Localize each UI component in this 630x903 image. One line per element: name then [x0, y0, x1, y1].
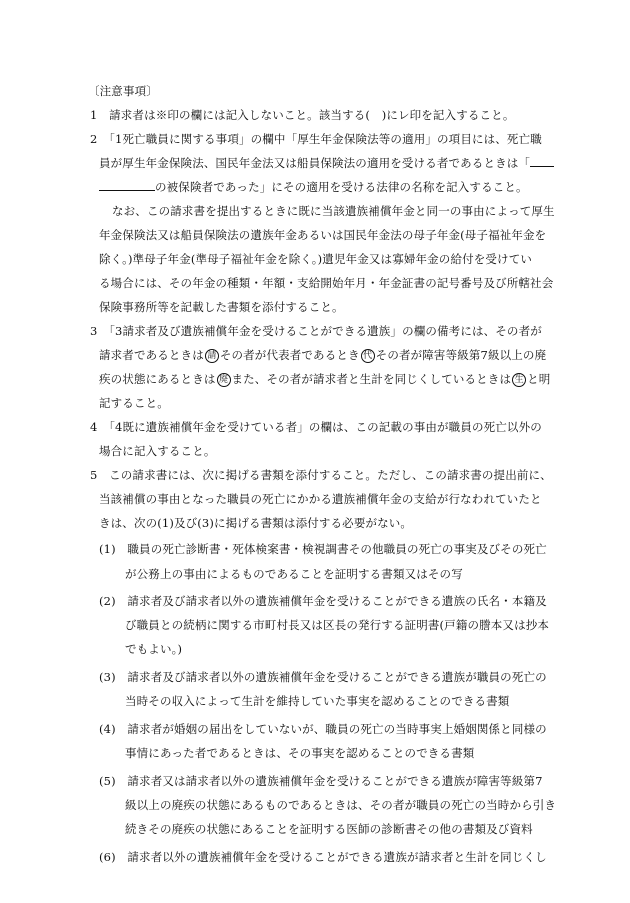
item-4-line-1: (4) 請求者が婚姻の届出をしていないが、職員の死亡の当時事実上婚姻関係と同様の — [99, 722, 547, 736]
note-4-line-1: 4 「4既に遺族補償年金を受けている者」の欄は、この記載の事由が職員の死亡以外の — [90, 420, 542, 434]
note-2-line-6: 除く。)準母子年金(準母子福祉年金を除く。)遺児年金又は寡婦年金の給付を受けてい — [99, 252, 532, 266]
item-5-line-3: 続きその廃疾の状態にあることを証明する医師の診断書その他の書類及び資料 — [125, 822, 533, 836]
note-4-line-2: 場合に記入すること。 — [99, 444, 216, 458]
notes-heading: 〔注意事項〕 — [88, 84, 158, 98]
item-5-line-1: (5) 請求者又は請求者以外の遺族補償年金を受けることができる遺族が障害等級第7 — [99, 774, 543, 788]
circled-representative-mark: 代 — [361, 349, 375, 363]
note-5-line-3: きは、次の(1)及び(3)に掲げる書類は添付する必要がない。 — [99, 516, 413, 530]
note-1: 1 請求者は※印の欄には記入しないこと。該当する( )にレ印を記入すること。 — [90, 108, 515, 122]
note-3-text-b: その者が代表者であるとき — [219, 348, 360, 362]
item-1-line-2: が公務上の事由によるものであることを証明する書類又はその写 — [125, 567, 463, 581]
item-5-line-2: 級以上の廃疾の状態にあるものであるときは、その者が職員の死亡の当時から引き — [125, 798, 557, 812]
note-5-line-2: 当該補償の事由となった職員の死亡にかかる遺族補償年金の支給が行なわれていたと — [99, 492, 542, 506]
note-2-line-8: 保険事務所等を記載した書類を添付すること。 — [99, 300, 344, 314]
law-name-blank-1 — [530, 155, 554, 167]
item-4-line-2: 事情にあった者であるときは、その事実を認めることのできる書類 — [125, 746, 475, 760]
law-name-blank-2 — [99, 179, 155, 191]
note-2-line-7: る場合には、その年金の種類・年額・支給開始年月・年金証書の記号番号及び所轄社会 — [99, 276, 554, 290]
note-3-line-3 — [99, 371, 550, 387]
note-3-line-4: 記すること。 — [99, 396, 169, 410]
note-3-text-a: 請求者であるときは — [99, 348, 204, 362]
item-3-line-2: 当時その収入によって生計を維持していた事実を認めることのできる書類 — [125, 694, 510, 708]
note-2-line-4: なお、この請求書を提出するときに既に当該遺族補償年金と同一の事由によって厚生 — [112, 204, 555, 218]
note-2-line-3-text: の被保険者であった」にその適用を受ける法律の名称を記入すること。 — [155, 180, 528, 194]
note-3-text-f: と明 — [527, 372, 551, 386]
note-5-line-1: 5 この請求書には、次に掲げる書類を添付すること。ただし、この請求書の提出前に、 — [90, 468, 552, 482]
item-6-line-1: (6) 請求者以外の遺族補償年金を受けることができる遺族が請求者と生計を同じくし — [99, 850, 547, 864]
note-2-line-3 — [99, 179, 528, 195]
note-2-line-2-text: 員が厚生年金保険法、国民年金法又は船員保険法の適用を受ける者であるときは「 — [99, 156, 531, 170]
circled-claimant-mark: 請 — [205, 349, 219, 363]
circled-livelihood-mark: 生 — [512, 373, 526, 387]
item-3-line-1: (3) 請求者及び請求者以外の遺族補償年金を受けることができる遺族が職員の死亡の — [99, 670, 547, 684]
note-3-text-c: その者が障害等級第7級以上の廃 — [375, 348, 547, 362]
note-3-text-e: また、その者が請求者と生計を同じくしているときは — [231, 372, 512, 386]
item-2-line-2: び職員との続柄に関する市町村長又は区長の発行する証明書(戸籍の謄本又は抄本 — [125, 618, 550, 632]
item-1-line-1: (1) 職員の死亡診断書・死体検案書・検視調書その他職員の死亡の事実及びその死亡 — [99, 542, 547, 556]
note-3-text-d: 疾の状態にあるときは — [99, 372, 216, 386]
note-2-line-1: 2 「1死亡職員に関する事項」の欄中「厚生年金保険法等の適用」の項目には、死亡職 — [90, 132, 542, 146]
item-2-line-1: (2) 請求者及び請求者以外の遺族補償年金を受けることができる遺族の氏名・本籍及 — [99, 594, 547, 608]
item-2-line-3: でもよい。) — [125, 642, 183, 656]
note-3-line-2 — [99, 347, 546, 363]
note-2-line-2 — [99, 155, 554, 171]
circled-disability-mark: 廃 — [217, 373, 231, 387]
note-3-line-1: 3 「3請求者及び遺族補償年金を受けることができる遺族」の欄の備考には、その者が — [90, 324, 542, 338]
note-2-line-5: 年金保険法又は船員保険法の遺族年金あるいは国民年金法の母子年金(母子福祉年金を — [99, 228, 547, 242]
